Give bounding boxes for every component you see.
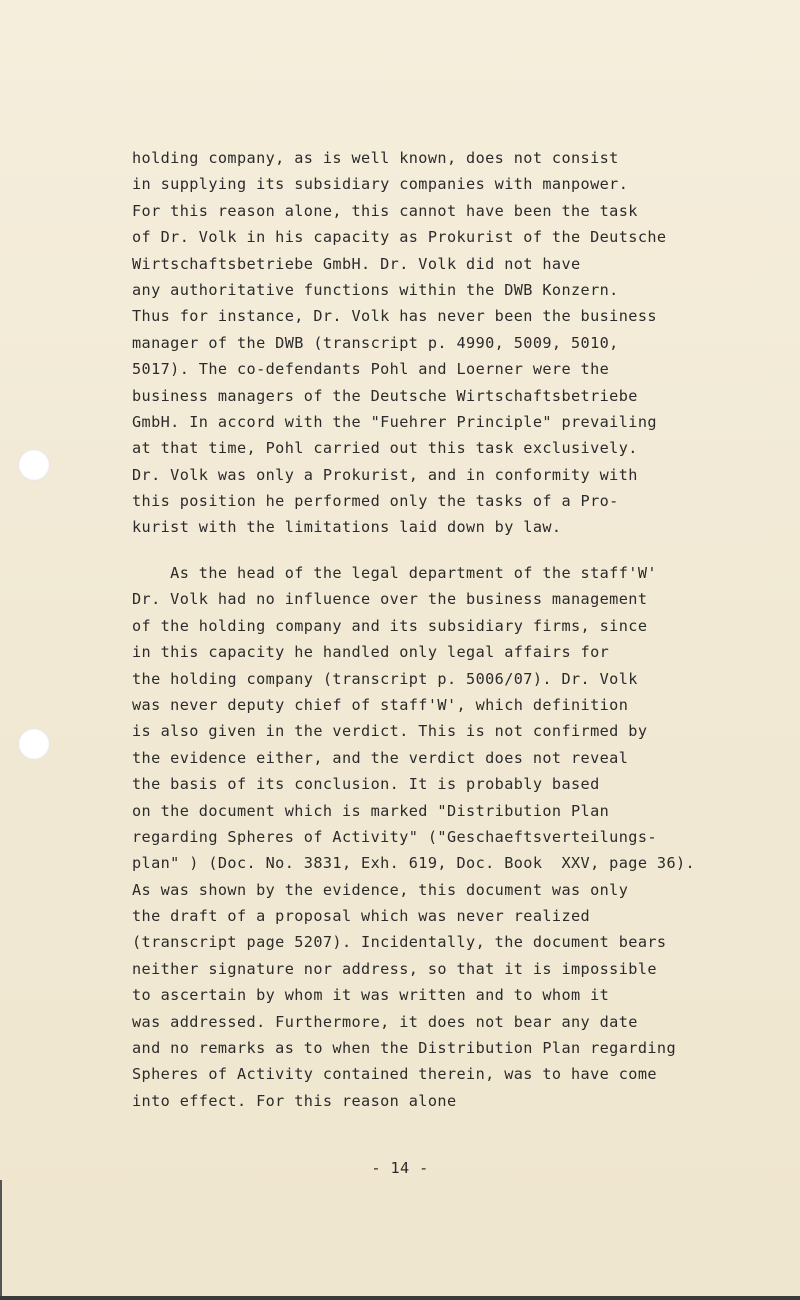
text-line: the draft of a proposal which was never realized	[132, 907, 591, 926]
scan-edge	[0, 1296, 800, 1300]
paragraph-1	[132, 145, 752, 541]
text-line: Thus for instance, Dr. Volk has never been the business	[132, 307, 657, 326]
text-line: Dr. Volk was only a Prokurist, and in conformity with	[132, 465, 638, 484]
text-line: to ascertain by whom it was written and to whom it	[132, 986, 610, 1005]
text-line: this position he performed only the tasks of a Pro-	[132, 492, 619, 511]
text-line: into effect. For this reason alone	[132, 1091, 457, 1110]
text-line: any authoritative functions within the DWB Konzern.	[132, 280, 619, 299]
text-line: of the holding company and its subsidiary firms, since	[132, 616, 648, 635]
text-line: As was shown by the evidence, this document was only	[132, 880, 629, 899]
text-line: holding company, as is well known, does not consist	[132, 149, 619, 167]
text-line: was addressed. Furthermore, it does not bear any date	[132, 1012, 638, 1031]
text-line: and no remarks as to when the Distribution Plan regarding	[132, 1039, 676, 1058]
text-line: 5017). The co-defendants Pohl and Loerner were the	[132, 360, 610, 379]
text-line: at that time, Pohl carried out this task exclusively.	[132, 439, 638, 458]
paragraph-2	[132, 560, 752, 1114]
text-line: the basis of its conclusion. It is probably based	[132, 775, 600, 794]
punch-hole	[18, 728, 50, 760]
text-line: neither signature nor address, so that it is impossible	[132, 959, 657, 978]
text-line: For this reason alone, this cannot have been the task	[132, 201, 638, 220]
text-line: As the head of the legal department of the staff'W'	[132, 564, 657, 582]
text-line: on the document which is marked "Distribution Plan	[132, 801, 610, 820]
text-line: regarding Spheres of Activity" ("Geschaeftsverteilungs-	[132, 827, 657, 846]
text-line: in supplying its subsidiary companies with manpower.	[132, 175, 629, 194]
text-line: business managers of the Deutsche Wirtschaftsbetriebe	[132, 386, 638, 405]
text-line: in this capacity he handled only legal affairs for	[132, 643, 610, 662]
text-line: Wirtschaftsbetriebe GmbH. Dr. Volk did not have	[132, 254, 581, 273]
text-line: Spheres of Activity contained therein, was to have come	[132, 1065, 657, 1084]
page-number: - 14 -	[371, 1159, 429, 1177]
text-line: the holding company (transcript p. 5006/07). Dr. Volk	[132, 669, 638, 688]
text-line: the evidence either, and the verdict does not reveal	[132, 748, 629, 767]
text-line: (transcript page 5207). Incidentally, the document bears	[132, 933, 667, 952]
text-line: manager of the DWB (transcript p. 4990, 5009, 5010,	[132, 333, 619, 352]
text-line: kurist with the limitations laid down by law.	[132, 518, 562, 537]
punch-hole	[18, 449, 50, 481]
text-line: GmbH. In accord with the "Fuehrer Principle" prevailing	[132, 412, 657, 431]
text-line: was never deputy chief of staff'W', which definition	[132, 695, 629, 714]
text-line: plan" ) (Doc. No. 3831, Exh. 619, Doc. Book XXV, page 36).	[132, 854, 696, 873]
text-line: Dr. Volk had no influence over the business management	[132, 590, 648, 609]
text-line: of Dr. Volk in his capacity as Prokurist of the Deutsche	[132, 228, 667, 247]
scan-edge	[0, 1180, 2, 1300]
text-line: is also given in the verdict. This is not confirmed by	[132, 722, 648, 741]
